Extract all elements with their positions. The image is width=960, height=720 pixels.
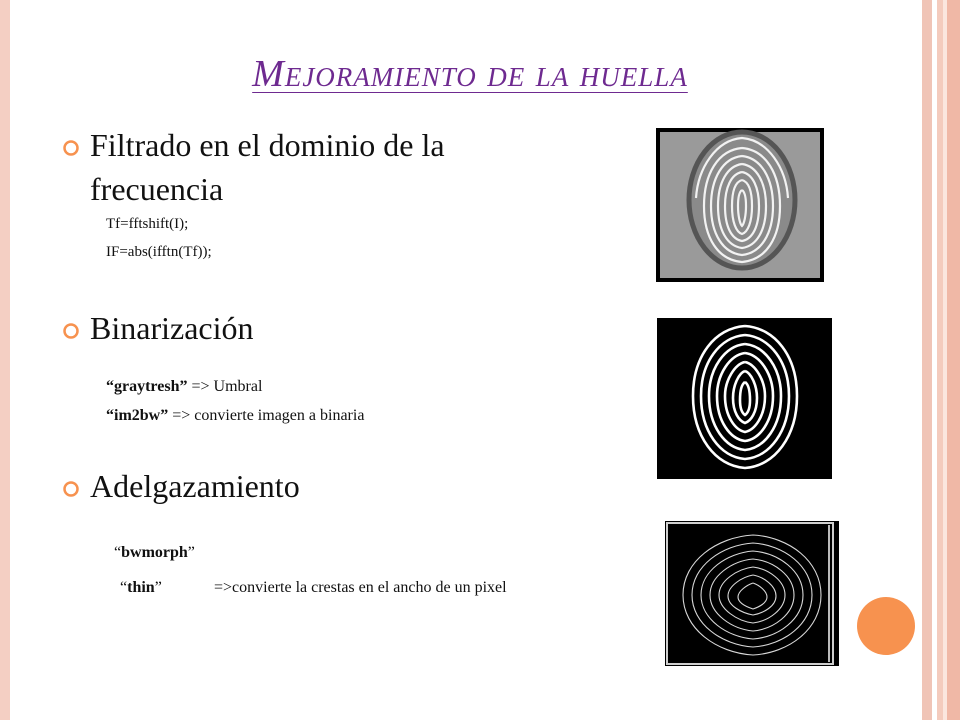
code-line-ifftn: IF=abs(ifftn(Tf)); — [106, 244, 212, 260]
fingerprint-filtered-image — [656, 128, 824, 282]
right-frame-stripe-outer — [937, 0, 960, 720]
function-name-bwmorph: bwmorph — [121, 544, 188, 561]
binarizacion-item-im2bw — [106, 407, 364, 425]
quote-open: “ — [120, 579, 128, 596]
decorative-orange-circle — [857, 597, 915, 655]
fingerprint-binary-image — [657, 318, 832, 479]
fingerprint-thinned-image — [665, 521, 839, 666]
adelgazamiento-item-thin — [120, 579, 162, 597]
function-name-thin: thin — [127, 579, 155, 596]
quote-close: ” — [154, 579, 162, 596]
adelgazamiento-item-bwmorph — [114, 544, 195, 562]
section-heading-adelgazamiento: Adelgazamiento — [90, 468, 300, 504]
section-heading-binarizacion: Binarización — [90, 310, 254, 346]
function-name-graytresh: “graytresh” — [106, 378, 188, 395]
right-frame-stripe-inner — [922, 0, 932, 720]
section-heading-filtrado-line2: frecuencia — [90, 171, 224, 207]
code-line-fftshift: Tf=fftshift(I); — [106, 216, 189, 232]
quote-open: “ — [114, 544, 122, 561]
slide-title: Mejoramiento de la huella — [252, 53, 688, 95]
binarizacion-item-graytresh — [106, 378, 262, 396]
function-desc-thin: =>convierte la crestas en el ancho de un pixel — [214, 579, 507, 596]
bullet-icon — [62, 139, 80, 157]
section-heading-filtrado: Filtrado en el dominio de la — [90, 127, 445, 163]
function-name-im2bw: “im2bw” — [106, 407, 169, 424]
function-desc-graytresh: => Umbral — [187, 378, 263, 395]
function-desc-im2bw: => convierte imagen a binaria — [168, 407, 365, 424]
bullet-icon — [62, 480, 80, 498]
left-frame-stripe — [0, 0, 10, 720]
bullet-icon — [62, 322, 80, 340]
quote-close: ” — [187, 544, 195, 561]
